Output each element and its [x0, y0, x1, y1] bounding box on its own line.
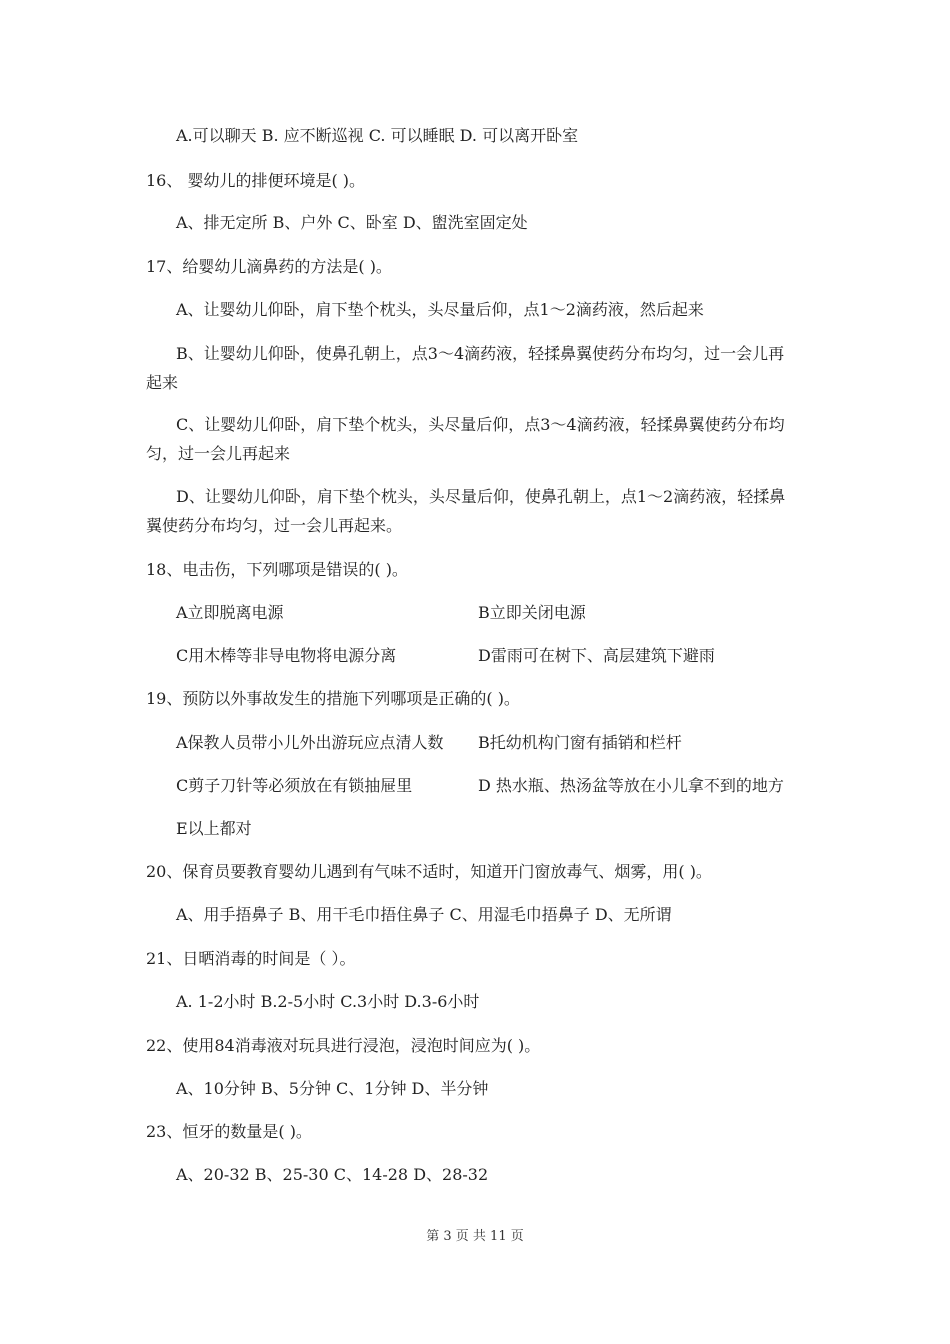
q21-question: 21、日晒消毒的时间是（ ）。	[146, 949, 356, 968]
q19-option-e: E以上都对	[176, 819, 252, 838]
page-number: 第 3 页 共 11 页	[426, 1229, 524, 1244]
q16-question: 16、 婴幼儿的排便环境是( )。	[146, 171, 366, 190]
q17-option-a: A、让婴幼儿仰卧，肩下垫个枕头，头尽量后仰，点1～2滴药液，然后起来	[176, 300, 704, 319]
q18-option-b: B立即关闭电源	[478, 603, 586, 622]
q19-option-a: A保教人员带小儿外出游玩应点清人数	[176, 733, 444, 752]
q18-question: 18、电击伤，下列哪项是错误的( )。	[146, 560, 408, 579]
q20-question: 20、保育员要教育婴幼儿遇到有气味不适时，知道开门窗放毒气、烟雾，用( )。	[146, 862, 712, 881]
q19-option-d: D 热水瓶、热汤盆等放在小儿拿不到的地方	[478, 776, 784, 795]
q17-option-c-line1: C、让婴幼儿仰卧，肩下垫个枕头，头尽量后仰，点3～4滴药液，轻揉鼻翼使药分布均	[176, 415, 785, 434]
q19-option-b: B托幼机构门窗有插销和栏杆	[478, 733, 682, 752]
q18-option-c: C用木棒等非导电物将电源分离	[176, 646, 397, 665]
q17-question: 17、给婴幼儿滴鼻药的方法是( )。	[146, 257, 392, 276]
q21-options: A. 1-2小时 B.2-5小时 C.3小时 D.3-6小时	[176, 992, 480, 1011]
q15-options: A.可以聊天 B. 应不断巡视 C. 可以睡眠 D. 可以离开卧室	[176, 126, 579, 145]
q16-options: A、排无定所 B、户外 C、卧室 D、盥洗室固定处	[176, 213, 528, 232]
q22-question: 22、使用84消毒液对玩具进行浸泡，浸泡时间应为( )。	[146, 1036, 541, 1055]
q17-option-c-line2: 匀，过一会儿再起来	[146, 444, 291, 463]
q17-option-b-line1: B、让婴幼儿仰卧，使鼻孔朝上，点3～4滴药液，轻揉鼻翼使药分布均匀，过一会儿再	[176, 344, 785, 363]
q23-question: 23、恒牙的数量是( )。	[146, 1122, 312, 1141]
q20-options: A、用手捂鼻子 B、用干毛巾捂住鼻子 C、用湿毛巾捂鼻子 D、无所谓	[176, 905, 672, 924]
q17-option-b-line2: 起来	[146, 373, 179, 392]
q17-option-d-line1: D、让婴幼儿仰卧，肩下垫个枕头，头尽量后仰，使鼻孔朝上，点1～2滴药液，轻揉鼻	[176, 487, 786, 506]
q22-options: A、10分钟 B、5分钟 C、1分钟 D、半分钟	[176, 1079, 489, 1098]
q17-option-d-line2: 翼使药分布均匀，过一会儿再起来。	[146, 516, 403, 535]
q23-options: A、20-32 B、25-30 C、14-28 D、28-32	[176, 1165, 489, 1184]
q18-option-d: D雷雨可在树下、高层建筑下避雨	[478, 646, 715, 665]
q19-option-c: C剪子刀针等必须放在有锁抽屉里	[176, 776, 413, 795]
q18-option-a: A立即脱离电源	[176, 603, 284, 622]
q19-question: 19、预防以外事故发生的措施下列哪项是正确的( )。	[146, 689, 520, 708]
